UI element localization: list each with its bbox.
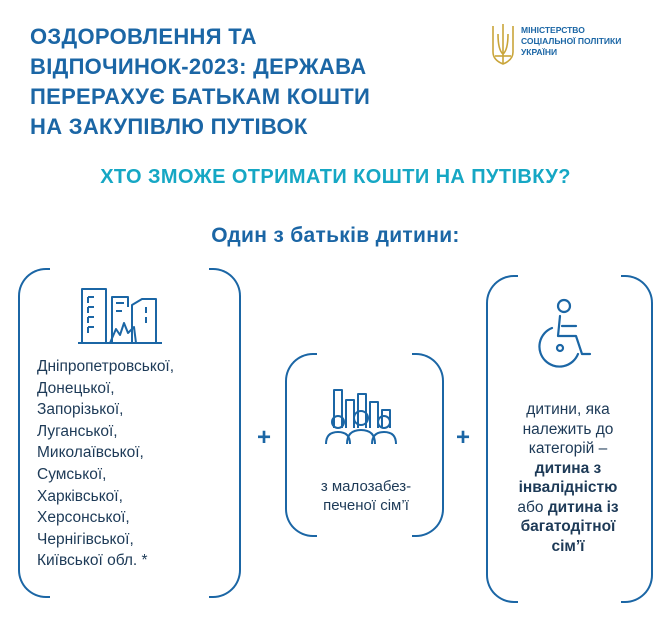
category-text [498, 400, 638, 556]
title-line: ВІДПОЧИНОК-2023: ДЕРЖАВА [30, 54, 367, 79]
category-line: дитини, яка [526, 401, 610, 418]
category-bold: інвалідністю [518, 479, 618, 496]
regions-list [37, 356, 227, 572]
ministry-line: МІНІСТЕРСТВО [521, 25, 585, 35]
region-item: Сумської, [37, 465, 107, 483]
plus-sign: + [456, 424, 471, 451]
region-item: Харківської, [37, 487, 123, 505]
question-heading: ХТО ЗМОЖЕ ОТРИМАТИ КОШТИ НА ПУТІВКУ? [100, 166, 571, 188]
ministry-logo [491, 22, 641, 72]
trident-icon [491, 22, 515, 68]
title-line: ОЗДОРОВЛЕННЯ ТА [30, 24, 257, 49]
category-bold: сім’ї [551, 537, 585, 555]
region-item: Запорізької, [37, 401, 124, 419]
region-item: Чернігівської, [37, 530, 134, 548]
region-item: Донецької, [37, 379, 115, 397]
category-line: належить до [522, 420, 614, 438]
low-income-line: з малозабез- [320, 478, 412, 495]
ministry-name [521, 25, 621, 58]
damaged-buildings-icon [76, 285, 166, 347]
low-income-line: печеної сім’ї [323, 497, 409, 514]
low-income-family-icon [320, 382, 402, 448]
category-joiner: або [517, 498, 544, 516]
category-bold: дитина з [534, 459, 602, 477]
region-item: Дніпропетровської, [37, 358, 175, 375]
title-line: ПЕРЕРАХУЄ БАТЬКАМ КОШТИ [30, 84, 371, 109]
category-line: категорій – [528, 440, 608, 457]
category-line [498, 498, 638, 518]
ministry-line: УКРАЇНИ [521, 47, 558, 57]
category-bold: багатодітної [520, 518, 616, 535]
region-item: Луганської, [37, 422, 118, 440]
region-item: Київської обл. * [37, 552, 148, 570]
category-line [498, 459, 638, 479]
category-line [498, 478, 638, 498]
region-item: Херсонської, [37, 509, 130, 527]
title-line: НА ЗАКУПІВЛЮ ПУТІВОК [30, 114, 308, 139]
subheading: Один з батьків дитини: [211, 224, 460, 247]
category-line [498, 517, 638, 537]
ministry-line: СОЦІАЛЬНОЇ ПОЛІТИКИ [521, 36, 622, 46]
category-bold: дитина із [547, 498, 619, 516]
category-line [498, 537, 638, 557]
region-item: Миколаївської, [37, 444, 144, 462]
wheelchair-icon [538, 298, 600, 370]
low-income-text [296, 477, 436, 515]
page-title [30, 22, 450, 142]
plus-sign: + [257, 424, 272, 451]
